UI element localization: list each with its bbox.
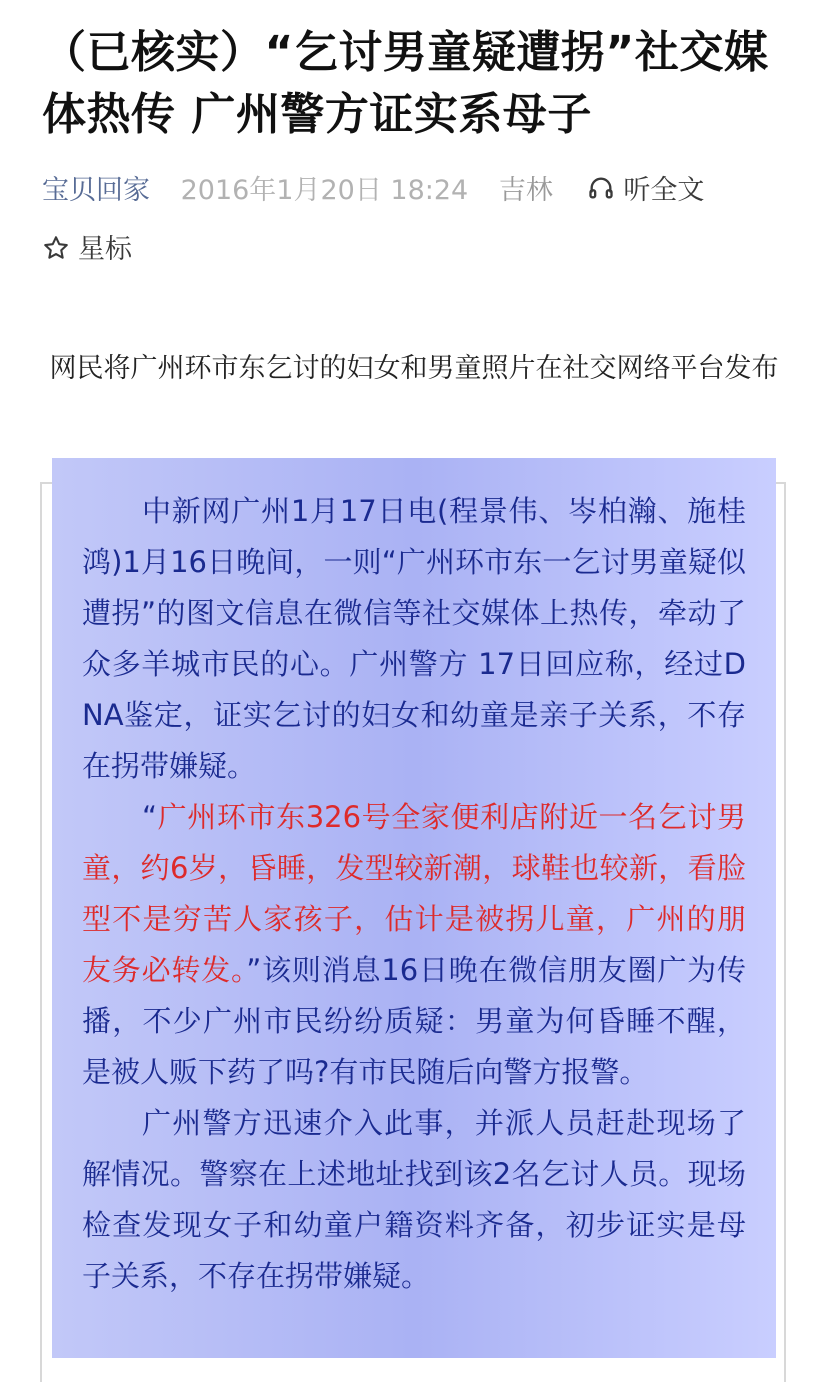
star-outline-icon: [42, 234, 70, 262]
listen-label: 听全文: [623, 174, 705, 206]
news-paragraph-3: 广州警方迅速介入此事，并派人员赶赴现场了解情况。警察在上述地址找到该2名乞讨人员。现场检查发现女子和幼童户籍资料齐备，初步证实是母子关系，不存在拐带嫌疑。: [82, 1106, 746, 1293]
news-text-block: [82, 486, 746, 1302]
news-paragraph-1: 中新网广州1月17日电(程景伟、岑柏瀚、施桂鸿)1月16日晚间，一则“广州环市东一乞讨男童疑似遭拐”的图文信息在微信等社交媒体上热传，牵动了众多羊城市民的心。广州警方 17日回应称，经过DNA鉴定，证实乞讨的妇女和幼童是亲子关系，不存在拐带嫌疑。: [82, 494, 746, 783]
news-paragraph-2: [82, 792, 746, 1098]
article-title: （已核实）“乞讨男童疑遭拐”社交媒体热传 广州警方证实系母子: [42, 27, 769, 140]
quoted-rumor-text: 广州环市东326号全家便利店附近一名乞讨男童，约6岁，昏睡，发型较新潮，球鞋也较新，看脸型不是穷苦人家孩子，估计是被拐儿童，广州的朋友务必转发。: [82, 800, 746, 987]
listen-button[interactable]: [587, 168, 704, 213]
article-meta: [42, 168, 802, 212]
publish-time: 2016年1月20日 18:24: [180, 174, 469, 206]
account-name-link[interactable]: 宝贝回家: [42, 174, 150, 206]
news-screenshot-image[interactable]: [52, 458, 776, 1358]
headphones-icon: [587, 174, 615, 202]
star-label: 星标: [78, 234, 132, 265]
news-paragraph-2-rest: ”该则消息16日晚在微信朋友圈广为传播，不少广州市民纷纷质疑：男童为何昏睡不醒，是被人贩下药了吗?有市民随后向警方报警。: [82, 953, 746, 1089]
image-caption: 网民将广州环市东乞讨的妇女和男童照片在社交网络平台发布: [49, 353, 779, 384]
star-button[interactable]: [42, 228, 132, 272]
location-label: 吉林: [498, 174, 553, 206]
open-quote: “: [142, 800, 158, 834]
